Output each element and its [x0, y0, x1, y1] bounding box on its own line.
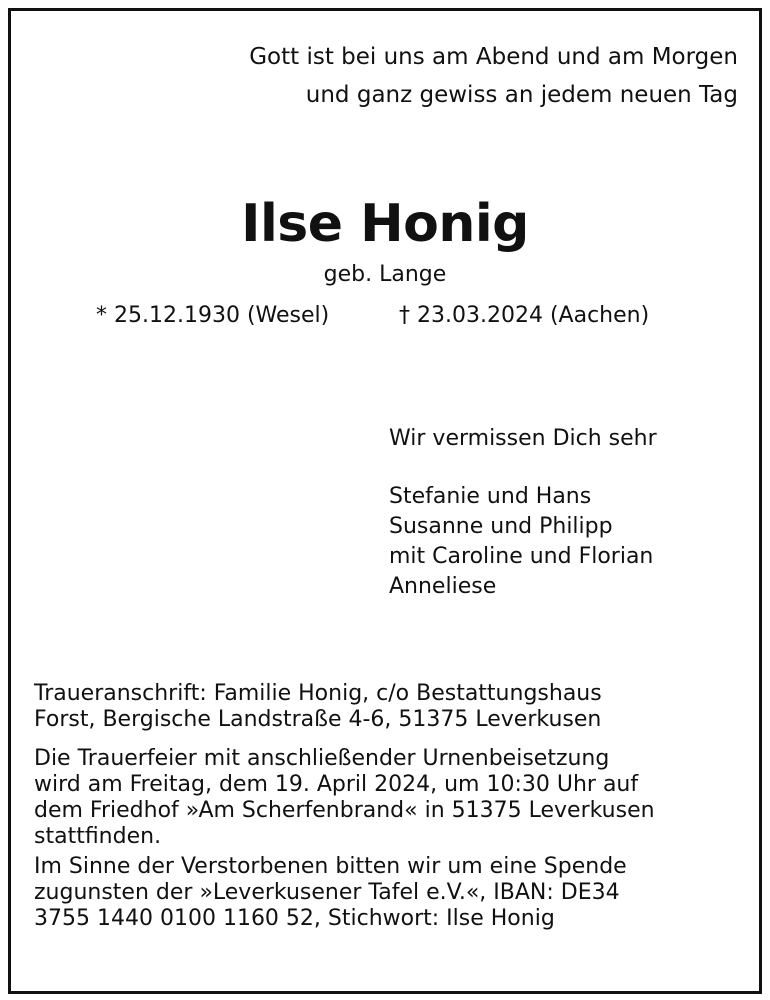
- address-block: [34, 681, 734, 733]
- family-signoff: [389, 424, 657, 602]
- birth-name: geb. Lange: [323, 262, 447, 287]
- birth-date: * 25.12.1930 (Wesel): [96, 303, 330, 328]
- deceased-name: Ilse Honig: [241, 194, 529, 254]
- signoff-message: Wir vermissen Dich sehr: [389, 426, 657, 451]
- death-date: † 23.03.2024 (Aachen): [399, 303, 650, 328]
- ceremony-block: [34, 746, 734, 850]
- funeral-info: [34, 681, 734, 932]
- ceremony-line: Die Trauerfeier mit anschließender Urnenbeisetzung: [34, 746, 610, 771]
- address-line: Traueranschrift: Familie Honig, c/o Bestattungshaus: [34, 681, 602, 706]
- address-line: Forst, Bergische Landstraße 4-6, 51375 Leverkusen: [34, 707, 602, 732]
- motto-line: und ganz gewiss an jedem neuen Tag: [305, 82, 738, 108]
- family-member: Anneliese: [389, 574, 497, 599]
- family-list: [389, 482, 657, 602]
- family-member: mit Caroline und Florian: [389, 544, 654, 569]
- motto-verse: [249, 38, 738, 114]
- donation-line: zugunsten der »Leverkusener Tafel e.V.«, IBAN: DE34: [34, 880, 620, 905]
- ceremony-line: wird am Freitag, dem 19. April 2024, um 10:30 Uhr auf: [34, 772, 639, 797]
- ceremony-line: dem Friedhof »Am Scherfenbrand« in 51375 Leverkusen: [34, 798, 655, 823]
- donation-line: 3755 1440 0100 1160 52, Stichwort: Ilse Honig: [34, 906, 555, 931]
- motto-line: Gott ist bei uns am Abend und am Morgen: [249, 44, 738, 70]
- donation-line: Im Sinne der Verstorbenen bitten wir um eine Spende: [34, 854, 627, 879]
- family-member: Stefanie und Hans: [389, 484, 592, 509]
- ceremony-line: stattfinden.: [34, 824, 162, 849]
- donation-block: [34, 854, 734, 932]
- family-member: Susanne und Philipp: [389, 514, 613, 539]
